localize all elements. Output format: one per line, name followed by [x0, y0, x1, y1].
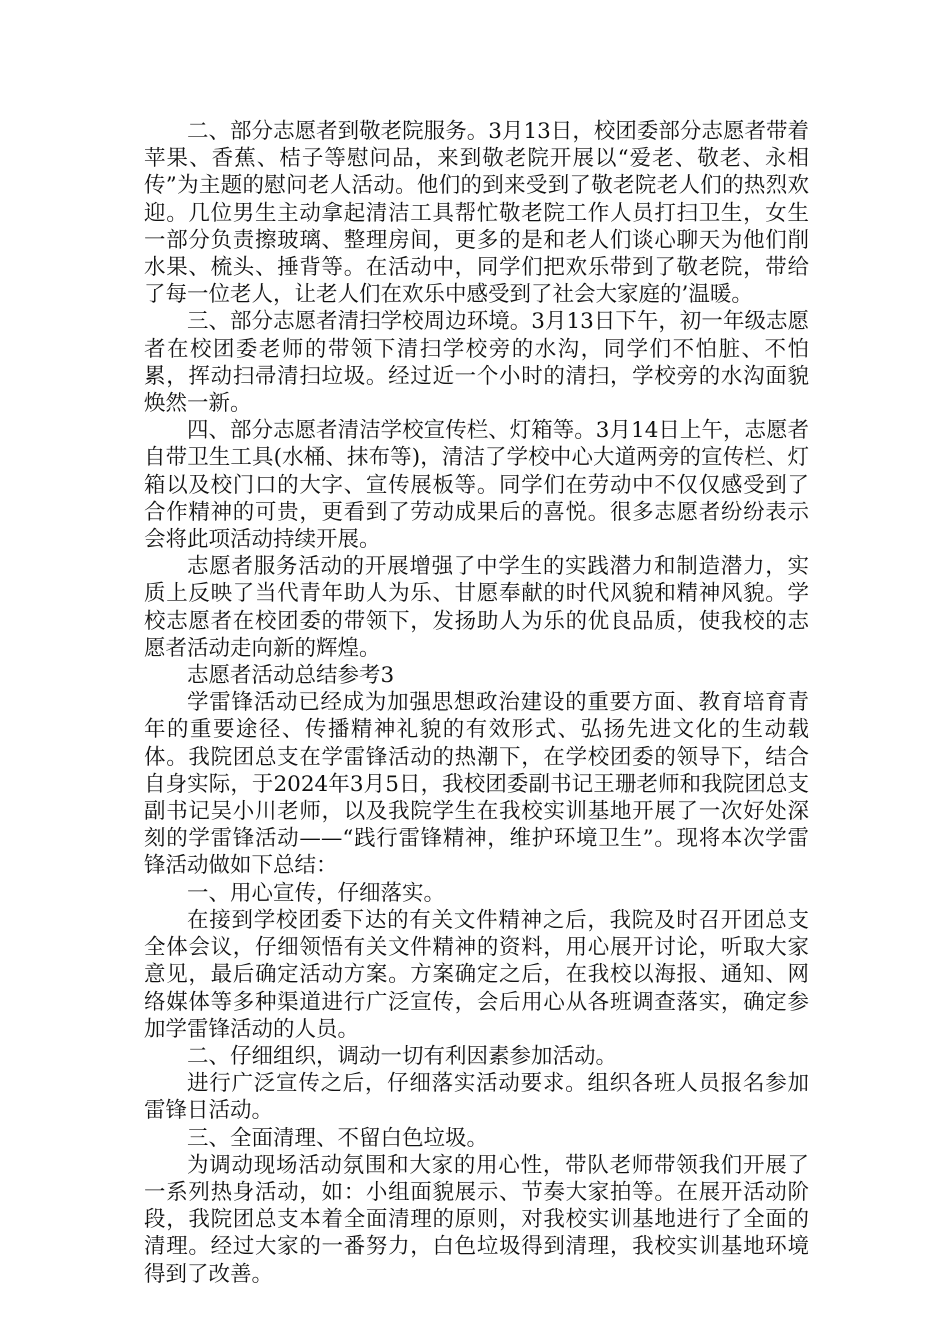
paragraph-summary-conclusion: 志愿者服务活动的开展增强了中学生的实践潜力和制造潜力，实质上反映了当代青年助人为乐、甘愿奉献的时代风貌和精神风貌。学校志愿者在校团委的带领下，发扬助人为乐的优良品质，使我校的志愿者活动走向新的辉煌。	[144, 554, 809, 661]
paragraph-campus-cleanup: 三、部分志愿者清扫学校周边环境。3月13日下午，初一年级志愿者在校团委老师的带领下清扫学校旁的水沟，同学们不怕脏、不怕累，挥动扫帚清扫垃圾。经过近一个小时的清扫，学校旁的水沟面貌焕然一新。	[144, 309, 809, 417]
paragraph-cleanup-details: 为调动现场活动氛围和大家的用心性，带队老师带领我们开展了一系列热身活动，如：小组面貌展示、节奏大家拍等。在展开活动阶段，我院团总支本着全面清理的原则，对我校实训基地进行了全面的清理。经过大家的一番努力，白色垃圾得到清理，我校实训基地环境得到了改善。	[144, 1152, 809, 1287]
section-heading-reference-3: 志愿者活动总结参考3	[187, 663, 395, 689]
paragraph-nursing-home-service: 二、部分志愿者到敬老院服务。3月13日，校团委部分志愿者带着苹果、香蕉、桔子等慰问品，来到敬老院开展以“爱老、敬老、永相传”为主题的慰问老人活动。他们的到来受到了敬老院老人们的热烈欢迎。几位男生主动拿起清洁工具帮忙敬老院工作人员打扫卫生，女生一部分负责擦玻璃、整理房间，更多的是和老人们谈心聊天为他们削水果、梳头、捶背等。在活动中，同学们把欢乐带到了敬老院，带给了每一位老人，让老人们在欢乐中感受到了社会大家庭的’温暖。	[144, 119, 809, 308]
paragraph-publicity-details: 在接到学校团委下达的有关文件精神之后，我院及时召开团总支全体会议，仔细领悟有关文件精神的资料，用心展开讨论，听取大家意见，最后确定活动方案。方案确定之后，在我校以海报、通知、网络媒体等多种渠道进行广泛宣传，会后用心从各班调查落实，确定参加学雷锋活动的人员。	[144, 907, 809, 1042]
paragraph-billboard-cleaning: 四、部分志愿者清洁学校宣传栏、灯箱等。3月14日上午，志愿者自带卫生工具(水桶、抹布等)，清洁了学校中心大道两旁的宣传栏、灯箱以及校门口的大字、宣传展板等。同学们在劳动中不仅仅感受到了合作精神的可贵，更看到了劳动成果后的喜悦。很多志愿者纷纷表示会将此项活动持续开展。	[144, 418, 809, 553]
document-body	[144, 118, 809, 1288]
paragraph-organization-details: 进行广泛宣传之后，仔细落实活动要求。组织各班人员报名参加雷锋日活动。	[144, 1071, 809, 1124]
subheading-organization: 二、仔细组织，调动一切有利因素参加活动。	[187, 1043, 618, 1069]
subheading-publicity: 一、用心宣传，仔细落实。	[187, 880, 446, 906]
paragraph-lei-feng-intro: 学雷锋活动已经成为加强思想政治建设的重要方面、教育培育青年的重要途径、传播精神礼貌的有效形式、弘扬先进文化的生动载体。我院团总支在学雷锋活动的热潮下，在学校团委的领导下，结合自身实际，于2024年3月5日，我校团委副书记王珊老师和我院团总支副书记吴小川老师，以及我院学生在我校实训基地开展了一次好处深刻的学雷锋活动——“践行雷锋精神，维护环境卫生”。现将本次学雷锋活动做如下总结：	[144, 690, 809, 879]
subheading-cleanup: 三、全面清理、不留白色垃圾。	[187, 1125, 489, 1151]
